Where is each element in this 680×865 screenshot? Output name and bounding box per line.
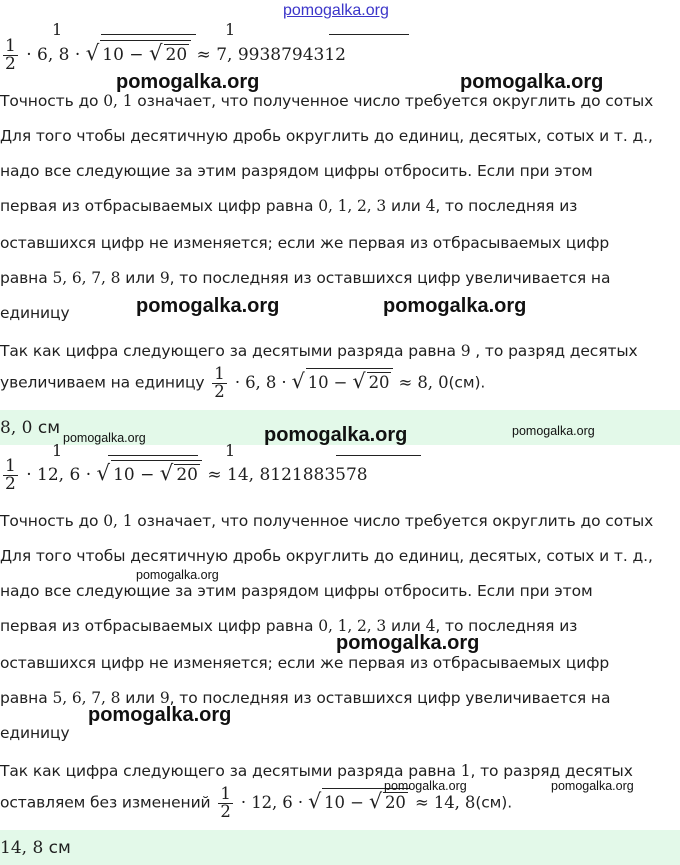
watermark: pomogalka.org — [264, 424, 408, 446]
paragraph-rule-line: равна 5, 6, 7, 8 или 9, то последняя из оставшихся цифр увеличивается на — [0, 269, 611, 287]
paragraph-rule-line: равна 5, 6, 7, 8 или 9, то последняя из оставшихся цифр увеличивается на — [0, 689, 611, 707]
paragraph-rule-line: первая из отбрасываемых цифр равна 0, 1, 2, 3 или 4, то последняя из — [0, 197, 578, 215]
paragraph-rule-line: единицу — [0, 304, 70, 322]
paragraph-conclusion-formula: оставляем без изменений $\frac{1}{2}$ · 12, 6 · √ 10 − √ 20 ≈ 14, 8(см). — [0, 784, 513, 821]
clipped-radical-line — [108, 455, 198, 456]
formula-block2: $\frac{1}{2}$ · 12, 6 · √ 10 − √ 20 ≈ 14, 8121883578 — [5, 456, 368, 494]
watermark: pomogalka.org — [63, 431, 146, 445]
clipped-numeral: 1 — [225, 441, 236, 460]
watermark: pomogalka.org — [136, 568, 219, 582]
watermark: pomogalka.org — [383, 295, 527, 317]
watermark: pomogalka.org — [136, 295, 280, 317]
fraction: $\frac{1}{2}$ — [5, 36, 16, 74]
formula-result: 14, 8121883578 — [227, 465, 368, 485]
paragraph-precision: Точность до 0, 1 означает, что полученное число требуется округлить до сотых — [0, 512, 654, 530]
paragraph-conclusion-formula: увеличиваем на единицу $\frac{1}{2}$ · 6, 8 · √ 10 − √ 20 ≈ 8, 0(см). — [0, 364, 486, 401]
watermark: pomogalka.org — [512, 424, 595, 438]
paragraph-rule-line: оставшихся цифр не изменяется; если же первая из отбрасываемых цифр — [0, 654, 610, 672]
paragraph-conclusion-line: Так как цифра следующего за десятыми разряда равна 9 , то разряд десятых — [0, 342, 638, 360]
paragraph-rule-line: надо все следующие за этим разрядом цифры отбросить. Если при этом — [0, 162, 593, 180]
watermark: pomogalka.org — [88, 704, 232, 726]
clipped-radical-line — [336, 455, 421, 456]
paragraph-rule-line: Для того чтобы десятичную дробь округлить до единиц, десятых, сотых и т. д., — [0, 127, 653, 145]
paragraph-rule-line: Для того чтобы десятичную дробь округлить до единиц, десятых, сотых и т. д., — [0, 547, 653, 565]
clipped-numeral: 1 — [52, 20, 63, 39]
paragraph-rule-line: первая из отбрасываемых цифр равна 0, 1, 2, 3 или 4, то последняя из — [0, 617, 578, 635]
watermark: pomogalka.org — [116, 71, 260, 93]
watermark: pomogalka.org — [336, 632, 480, 654]
formula-result: 7, 9938794312 — [216, 45, 346, 65]
watermark-top: pomogalka.org — [283, 2, 389, 19]
paragraph-precision: Точность до 0, 1 означает, что полученное число требуется округлить до сотых — [0, 92, 654, 110]
answer-block2: 14, 8 см — [0, 838, 71, 858]
paragraph-rule-line: надо все следующие за этим разрядом цифры отбросить. Если при этом — [0, 582, 593, 600]
watermark: pomogalka.org — [551, 779, 634, 793]
formula-block1: $\frac{1}{2}$ · 6, 8 · √ 10 − √ 20 ≈ 7, 9938794312 — [5, 36, 346, 74]
paragraph-conclusion-line: Так как цифра следующего за десятыми разряда равна 1, то разряд десятых — [0, 762, 633, 780]
clipped-numeral: 1 — [52, 441, 63, 460]
paragraph-rule-line: единицу — [0, 724, 70, 742]
answer-band — [0, 830, 680, 865]
answer-block1: 8, 0 см — [0, 418, 61, 438]
clipped-radical-line — [101, 34, 196, 35]
paragraph-rule-line: оставшихся цифр не изменяется; если же первая из отбрасываемых цифр — [0, 234, 610, 252]
clipped-radical-line — [329, 34, 409, 35]
watermark: pomogalka.org — [460, 71, 604, 93]
watermark: pomogalka.org — [384, 779, 467, 793]
clipped-numeral: 1 — [225, 20, 236, 39]
